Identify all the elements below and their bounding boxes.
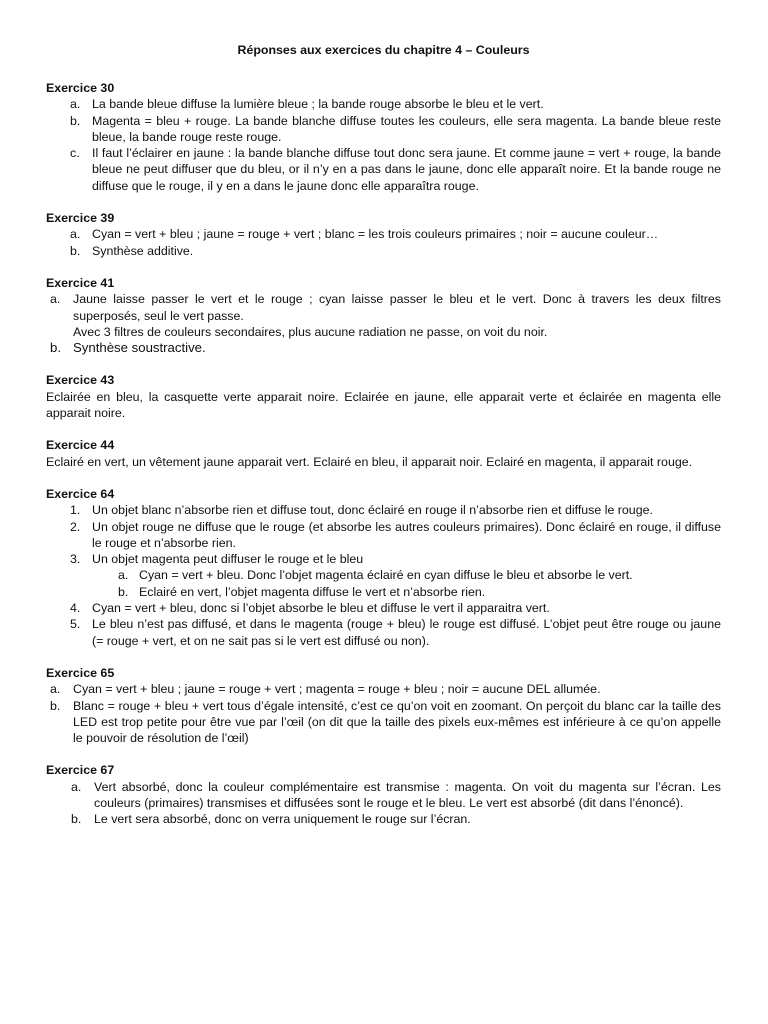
answer-text: Un objet magenta peut diffuser le rouge et le bleu (92, 552, 364, 567)
list-marker: a. (71, 779, 82, 794)
list-item (46, 243, 721, 259)
list-marker: 3. (70, 552, 81, 567)
answer-list (46, 226, 721, 259)
answer-paragraph: Eclairée en bleu, la casquette verte apparait noire. Eclairée en jaune, elle apparait verte et éclairée en magenta elle apparait noire. (46, 389, 721, 421)
list-marker: b. (71, 812, 82, 827)
answer-text: Magenta = bleu + rouge. La bande blanche diffuse toutes les couleurs, elle sera magenta. La bande bleue reste bleue, la bande rouge reste rouge. (92, 113, 721, 144)
list-item (46, 340, 721, 356)
list-item (46, 96, 721, 112)
exercise-67 (46, 762, 721, 827)
list-item (46, 811, 721, 827)
answer-text: Synthèse additive. (92, 243, 194, 258)
exercise-39 (46, 210, 721, 259)
list-marker: 5. (70, 617, 81, 632)
page-title: Réponses aux exercices du chapitre 4 – Couleurs (237, 43, 530, 57)
answer-text: Cyan = vert + bleu. Donc l’objet magenta éclairé en cyan diffuse le bleu et absorbe le vert. (139, 568, 633, 583)
list-marker: b. (70, 243, 81, 258)
list-marker: a. (118, 568, 129, 583)
answer-list (46, 681, 721, 746)
answer-text: Synthèse soustractive. (73, 340, 206, 356)
answer-text: Eclairé en vert, l’objet magenta diffuse le vert et n’absorbe rien. (139, 584, 486, 599)
list-item (46, 519, 721, 552)
list-marker: a. (70, 227, 81, 242)
list-item (46, 698, 721, 747)
answer-text: Cyan = vert + bleu ; jaune = rouge + vert ; blanc = les trois couleurs primaires ; noir = aucune couleur… (92, 227, 659, 242)
exercise-64 (46, 486, 721, 649)
list-marker: b. (50, 698, 61, 713)
answer-list (46, 96, 721, 194)
exercise-title: Exercice 67 (46, 763, 115, 778)
list-marker: a. (50, 292, 61, 307)
exercise-title: Exercice 39 (46, 211, 115, 226)
answer-continuation: Avec 3 filtres de couleurs secondaires, plus aucune radiation ne passe, on voit du noir. (73, 324, 548, 339)
list-item (46, 616, 721, 649)
answer-text: Cyan = vert + bleu, donc si l’objet absorbe le bleu et diffuse le vert il apparaitra vert. (92, 601, 550, 616)
list-marker: 4. (70, 601, 81, 616)
sub-list-item (46, 567, 721, 583)
answer-list (46, 502, 721, 649)
exercise-title: Exercice 43 (46, 373, 115, 388)
list-marker: b. (50, 340, 61, 356)
list-marker: b. (118, 584, 129, 599)
exercise-title: Exercice 30 (46, 81, 115, 95)
list-item (46, 226, 721, 242)
answer-text: La bande bleue diffuse la lumière bleue ; la bande rouge absorbe le bleu et le vert. (92, 97, 544, 112)
answer-text: Vert absorbé, donc la couleur complémentaire est transmise : magenta. On voit du magenta sur l’écran. Les couleurs (primaires) transmises et diffusées sont le rouge et le bleu. Le vert est absorbé (dit dans l’énoncé). (94, 779, 721, 810)
list-item (46, 145, 721, 194)
list-item (46, 779, 721, 812)
list-marker: b. (70, 113, 81, 128)
answer-text: Le vert sera absorbé, donc on verra uniquement le rouge sur l’écran. (94, 812, 471, 827)
answer-text: Un objet rouge ne diffuse que le rouge (et absorbe les autres couleurs primaires). Donc éclairé en rouge, il diffuse le rouge et n’absorbe rien. (92, 519, 721, 550)
answer-text: Il faut l’éclairer en jaune : la bande blanche diffuse tout donc sera jaune. Et comme jaune = vert + rouge, la bande bleue ne peut diffuser que du bleu, or il n’y en a pas dans le jaune, donc elle apparaît noire. Et la bande rouge ne diffuse que le rouge, il y en a dans le jaune donc elle apparaîtra rouge. (92, 146, 721, 193)
list-marker: 2. (70, 519, 81, 534)
list-marker: a. (50, 682, 61, 697)
answer-text: Blanc = rouge + bleu + vert tous d’égale intensité, c’est ce qu’on voit en zoomant. On perçoit du blanc car la taille des LED est trop petite pour être vue par l’œil (on dit que la taille des pixels eux-mêmes est inférieure à ce qu’on appelle le pouvoir de résolution de l’œil) (73, 698, 721, 746)
answer-list (46, 291, 721, 356)
list-item (46, 551, 721, 567)
answer-text: Cyan = vert + bleu ; jaune = rouge + vert ; magenta = rouge + bleu ; noir = aucune DEL allumée. (73, 682, 601, 697)
list-item (46, 681, 721, 697)
list-item (46, 600, 721, 616)
exercise-title: Exercice 65 (46, 665, 115, 680)
list-marker: a. (70, 97, 81, 112)
exercise-title: Exercice 44 (46, 438, 115, 453)
list-marker: 1. (70, 503, 81, 518)
answer-paragraph: Eclairé en vert, un vêtement jaune apparait vert. Eclairé en bleu, il apparait noir. Eclairé en magenta, il apparait rouge. (46, 454, 693, 469)
list-item (46, 291, 721, 340)
answer-text: Un objet blanc n’absorbe rien et diffuse tout, donc éclairé en rouge il n’absorbe rien et diffuse le rouge. (92, 503, 653, 518)
answer-list (46, 779, 721, 828)
answer-text: Le bleu n’est pas diffusé, et dans le magenta (rouge + bleu) le rouge est diffusé. L’objet peut être rouge ou jaune (= rouge + vert, et on ne sait pas si le vert est diffusé ou non). (92, 617, 721, 648)
exercise-title: Exercice 64 (46, 486, 115, 501)
answer-text: Jaune laisse passer le vert et le rouge ; cyan laisse passer le bleu et le vert. Donc à travers les deux filtres superposés, seul le vert passe. (73, 292, 721, 323)
exercise-44 (46, 437, 721, 470)
list-marker: c. (70, 146, 80, 161)
exercise-30 (46, 80, 721, 194)
exercise-title: Exercice 41 (46, 275, 115, 290)
sub-list-item (46, 584, 721, 600)
exercise-43 (46, 372, 721, 421)
exercise-65 (46, 665, 721, 746)
list-item (46, 502, 721, 518)
list-item (46, 113, 721, 146)
exercise-41 (46, 275, 721, 356)
